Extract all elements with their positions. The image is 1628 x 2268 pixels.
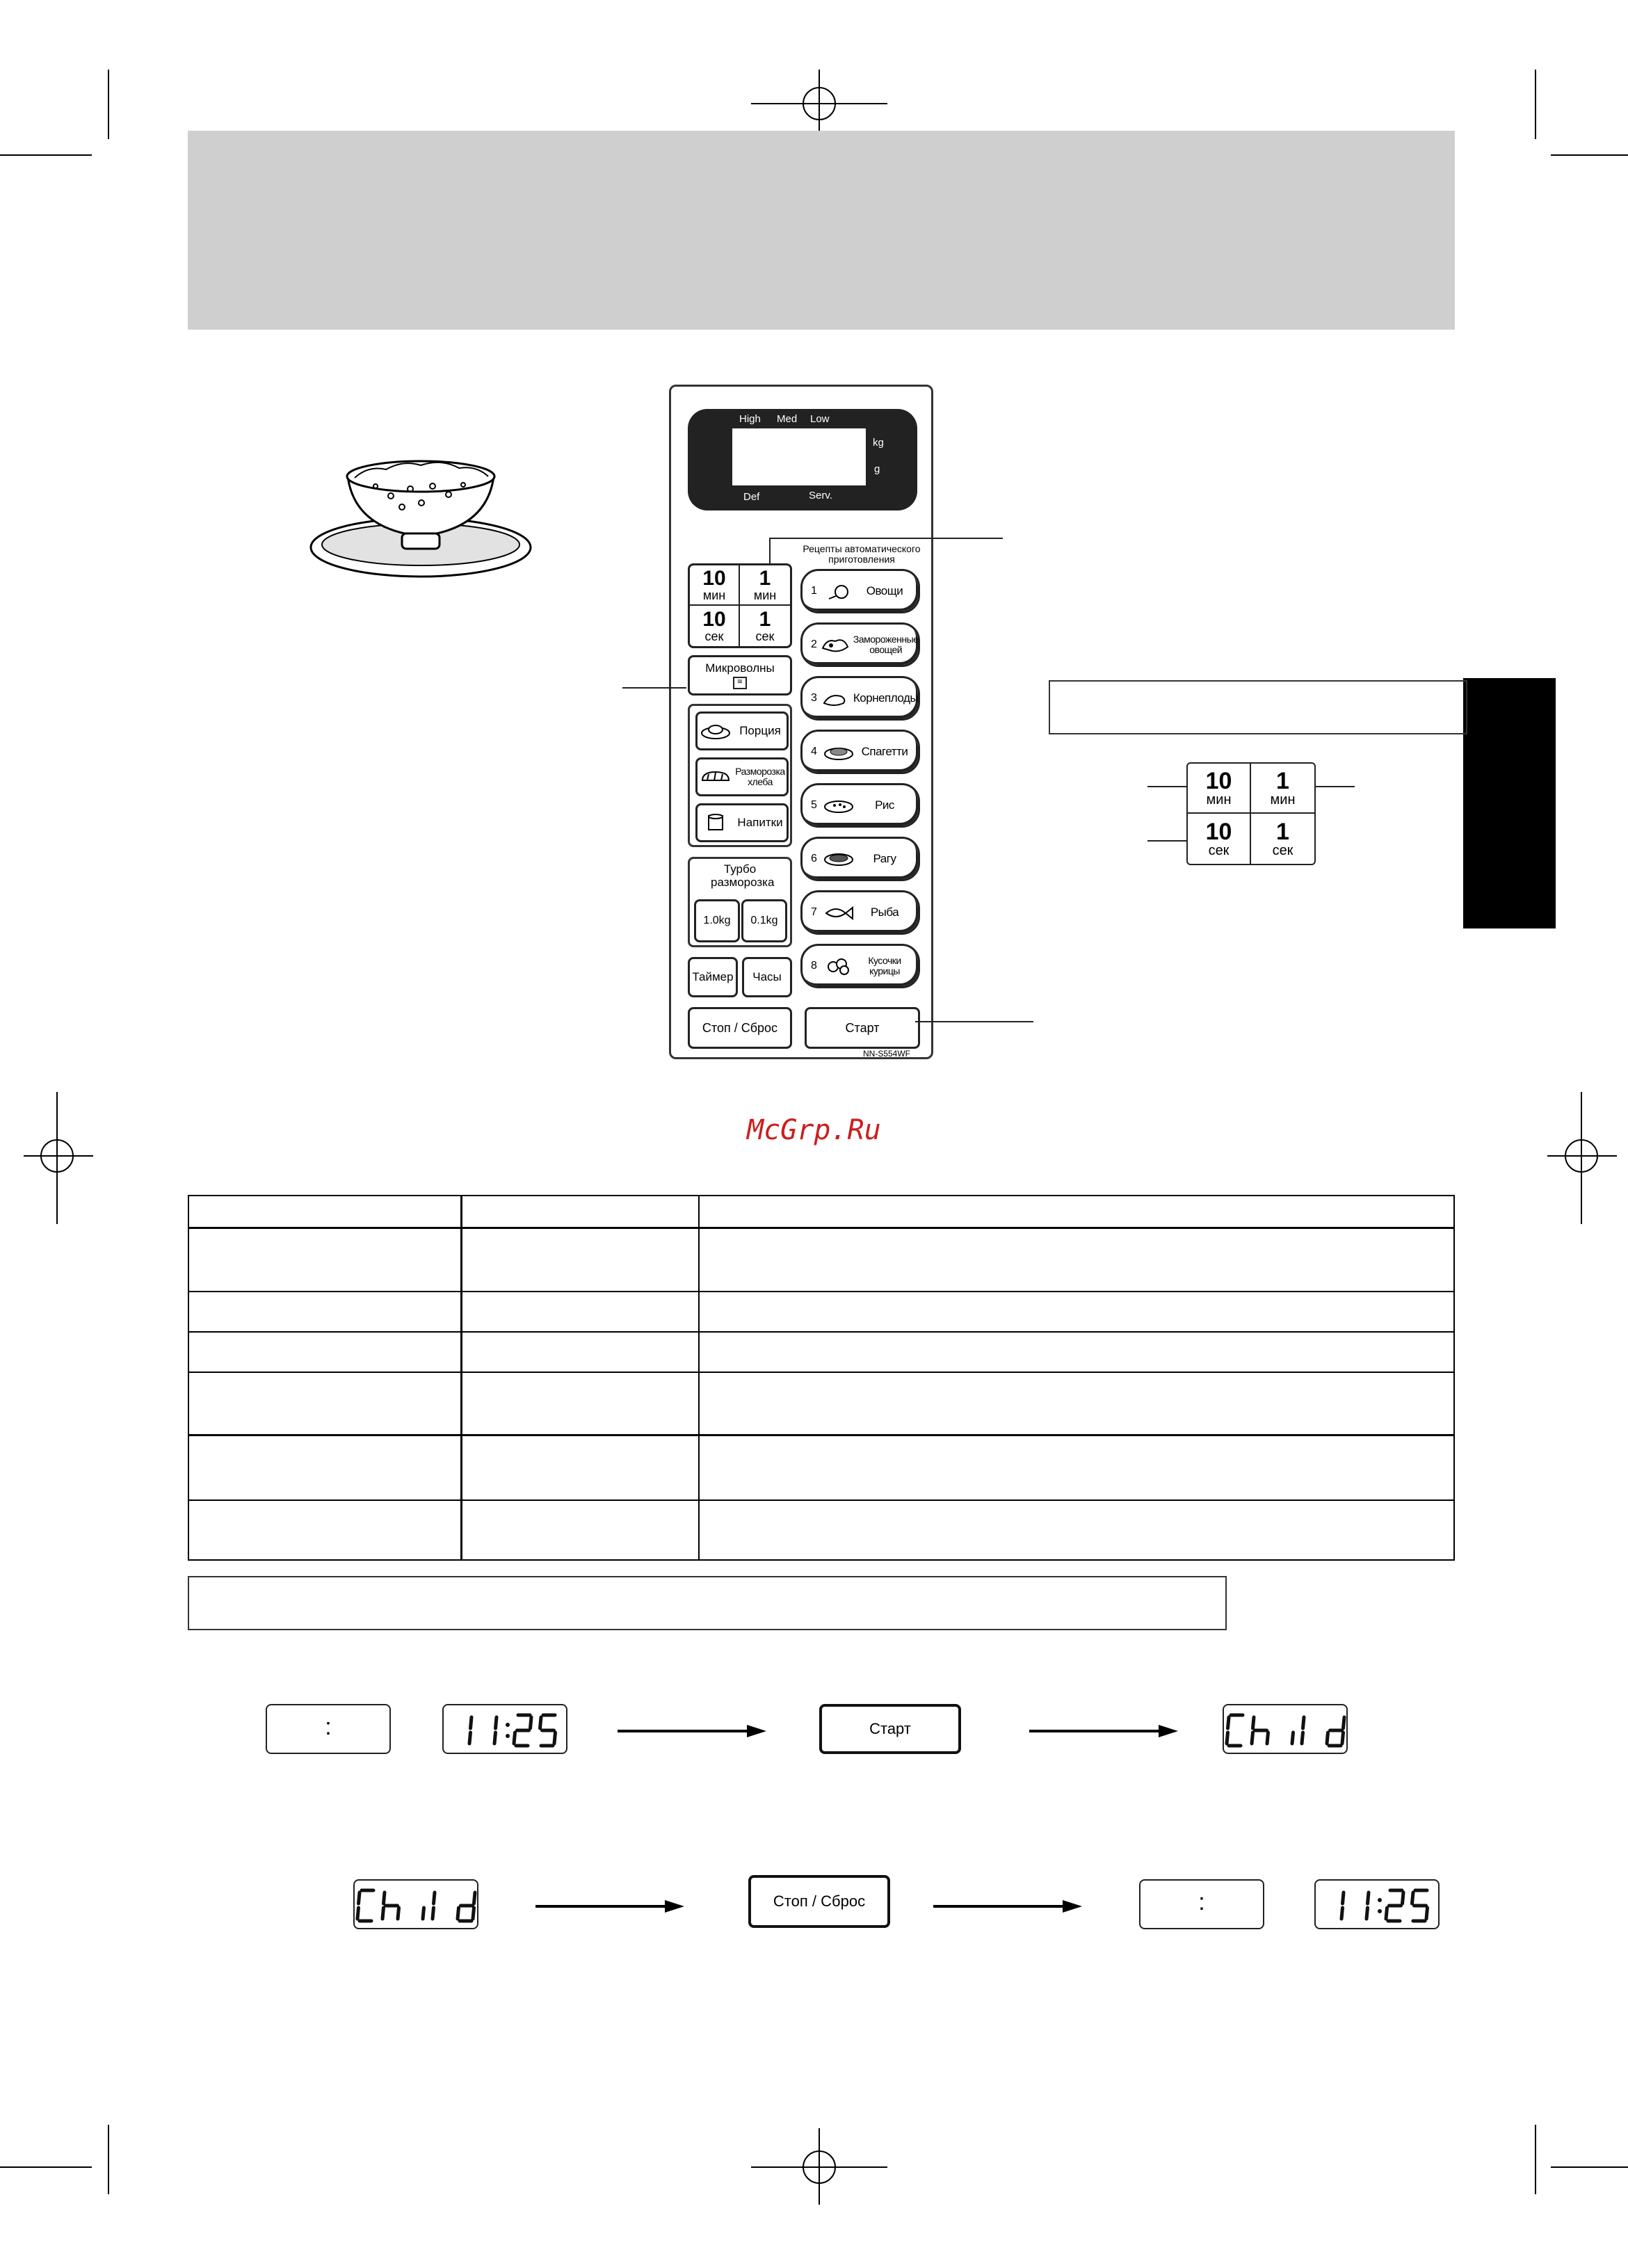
turbo-defrost-group bbox=[688, 857, 792, 947]
recipe-button-1[interactable] bbox=[800, 569, 920, 613]
arrow-right-icon bbox=[535, 1898, 686, 1915]
fish-icon bbox=[823, 903, 854, 922]
panel-display bbox=[688, 409, 917, 510]
seven-segment-text bbox=[355, 1865, 480, 1931]
power-med-indicator: Med bbox=[777, 413, 798, 425]
blank-clock-display: : bbox=[1139, 1879, 1264, 1929]
watermark: McGrp.Ru bbox=[747, 1114, 881, 1146]
callout-line bbox=[1147, 786, 1186, 787]
one-minute-key: 1 мин bbox=[1251, 764, 1314, 814]
rice-bowl-illustration bbox=[306, 456, 535, 588]
crop-mark bbox=[108, 2125, 109, 2194]
auto-recipes-title: Рецепты автоматического приготовления bbox=[803, 543, 921, 565]
clock-display bbox=[442, 1689, 567, 1754]
one-minute-button[interactable]: 1 мин bbox=[740, 565, 790, 606]
recipe-number: 8 bbox=[811, 960, 817, 972]
svg-text:Child: Child bbox=[355, 1865, 380, 1876]
stop-reset-button[interactable]: Стоп / Сброс bbox=[688, 1007, 792, 1049]
clock-button[interactable]: Часы bbox=[742, 957, 792, 997]
recipe-number: 6 bbox=[811, 853, 817, 864]
power-high-indicator: High bbox=[739, 413, 761, 425]
arrow-right-icon bbox=[933, 1898, 1083, 1915]
control-panel bbox=[669, 385, 933, 1059]
recipe-label: Кусочки курицы bbox=[868, 955, 901, 976]
drinks-button[interactable]: Напитки bbox=[695, 803, 789, 842]
microwave-wave-icon: ≋ bbox=[733, 677, 747, 689]
recipe-number: 2 bbox=[811, 638, 817, 650]
unit-kg-indicator: kg bbox=[873, 437, 884, 449]
recipe-label: Рагу bbox=[873, 852, 896, 866]
recipe-label: Замороженные овощей bbox=[853, 634, 919, 655]
arrow-right-icon bbox=[1029, 1723, 1179, 1739]
timer-button[interactable]: Таймер bbox=[688, 957, 738, 997]
crop-mark bbox=[0, 154, 92, 156]
stop-reset-button-step: Стоп / Сброс bbox=[748, 1875, 890, 1928]
turbo-defrost-01kg-button[interactable]: 0.1kg bbox=[741, 899, 787, 942]
recipe-button-7[interactable] bbox=[800, 890, 920, 935]
recipe-button-2[interactable] bbox=[800, 622, 920, 667]
recipe-button-3[interactable] bbox=[800, 676, 920, 721]
rice-icon bbox=[823, 796, 854, 814]
recipe-number: 3 bbox=[811, 692, 817, 704]
recipe-label: Рыба bbox=[870, 906, 899, 919]
recipe-number: 1 bbox=[811, 585, 817, 597]
one-second-key: 1 сек bbox=[1272, 819, 1293, 858]
recipe-button-6[interactable] bbox=[800, 837, 920, 881]
callout-line bbox=[1147, 840, 1186, 842]
frozen-vegetable-icon bbox=[820, 636, 851, 654]
clock-display bbox=[1314, 1865, 1440, 1929]
ten-seconds-key: 10 сек bbox=[1188, 814, 1251, 864]
recipe-label: Овощи bbox=[866, 584, 903, 598]
lcd-screen bbox=[732, 428, 866, 485]
portion-plate-icon bbox=[700, 722, 731, 740]
child-lock-display bbox=[353, 1865, 478, 1929]
seven-segment-text bbox=[444, 1689, 569, 1755]
ten-minutes-button[interactable]: 10 мин bbox=[690, 565, 740, 606]
stew-icon bbox=[823, 850, 854, 868]
arrow-right-icon bbox=[618, 1723, 768, 1739]
recipe-number: 4 bbox=[811, 746, 817, 757]
one-second-button[interactable]: 1 сек bbox=[755, 608, 775, 643]
note-box bbox=[1049, 680, 1467, 734]
crop-mark bbox=[1551, 154, 1628, 156]
turbo-defrost-1kg-button[interactable]: 1.0kg bbox=[694, 899, 740, 942]
crop-mark bbox=[0, 2166, 92, 2168]
bread-icon bbox=[700, 768, 731, 786]
cup-icon bbox=[700, 813, 731, 833]
recipe-number: 7 bbox=[811, 906, 817, 918]
start-button[interactable]: Старт bbox=[805, 1007, 920, 1049]
defrost-indicator: Def bbox=[743, 491, 760, 503]
portion-button[interactable]: Порция bbox=[695, 711, 789, 750]
recipe-button-5[interactable] bbox=[800, 783, 920, 828]
callout-line bbox=[915, 1021, 1033, 1022]
recipe-button-8[interactable] bbox=[800, 944, 920, 988]
svg-text:Child: Child bbox=[1224, 1689, 1250, 1701]
crop-mark bbox=[1551, 2166, 1628, 2168]
callout-line bbox=[622, 687, 686, 689]
recipe-label: Спагетти bbox=[861, 745, 908, 759]
microwave-button[interactable]: Микроволны ≋ bbox=[688, 655, 792, 695]
vegetable-icon bbox=[823, 582, 854, 600]
child-lock-display bbox=[1223, 1689, 1348, 1754]
table bbox=[188, 1195, 1455, 1561]
note-box bbox=[188, 1576, 1227, 1630]
callout-line bbox=[1316, 786, 1355, 787]
crop-mark bbox=[108, 70, 109, 139]
recipe-label: Рис bbox=[875, 798, 894, 812]
svg-text:11:25: 11:25 bbox=[1316, 1865, 1343, 1876]
header-band bbox=[188, 131, 1455, 330]
crop-mark bbox=[1535, 70, 1536, 139]
time-grid-diagram bbox=[1186, 762, 1316, 865]
ten-minutes-key: 10 мин bbox=[1188, 764, 1251, 814]
time-buttons bbox=[688, 563, 792, 648]
start-button-step: Старт bbox=[819, 1704, 961, 1754]
seven-segment-text bbox=[1316, 1865, 1441, 1931]
recipe-number: 5 bbox=[811, 799, 817, 811]
root-vegetable-icon bbox=[820, 689, 851, 707]
ten-seconds-button[interactable]: 10 сек bbox=[690, 606, 740, 646]
model-number: NN-S554WF bbox=[863, 1049, 911, 1059]
power-low-indicator: Low bbox=[810, 413, 830, 425]
recipe-label: Корнеплоды bbox=[853, 691, 919, 705]
serving-indicator: Serv. bbox=[809, 490, 832, 501]
auto-weight-group bbox=[688, 704, 792, 847]
callout-line bbox=[771, 538, 1003, 539]
language-tab bbox=[1463, 678, 1556, 928]
unit-g-indicator: g bbox=[874, 463, 880, 475]
spaghetti-icon bbox=[823, 743, 854, 761]
callout-line bbox=[769, 538, 771, 564]
crop-mark bbox=[1535, 2125, 1536, 2194]
seven-segment-text bbox=[1224, 1689, 1349, 1755]
bread-defrost-button[interactable]: Разморозка хлеба bbox=[695, 757, 789, 796]
recipe-button-4[interactable] bbox=[800, 730, 920, 774]
turbo-defrost-label: Турбо разморозка bbox=[711, 862, 775, 889]
blank-clock-display: : bbox=[266, 1704, 391, 1754]
svg-text:11:25: 11:25 bbox=[444, 1689, 471, 1701]
chicken-pieces-icon bbox=[823, 957, 854, 975]
